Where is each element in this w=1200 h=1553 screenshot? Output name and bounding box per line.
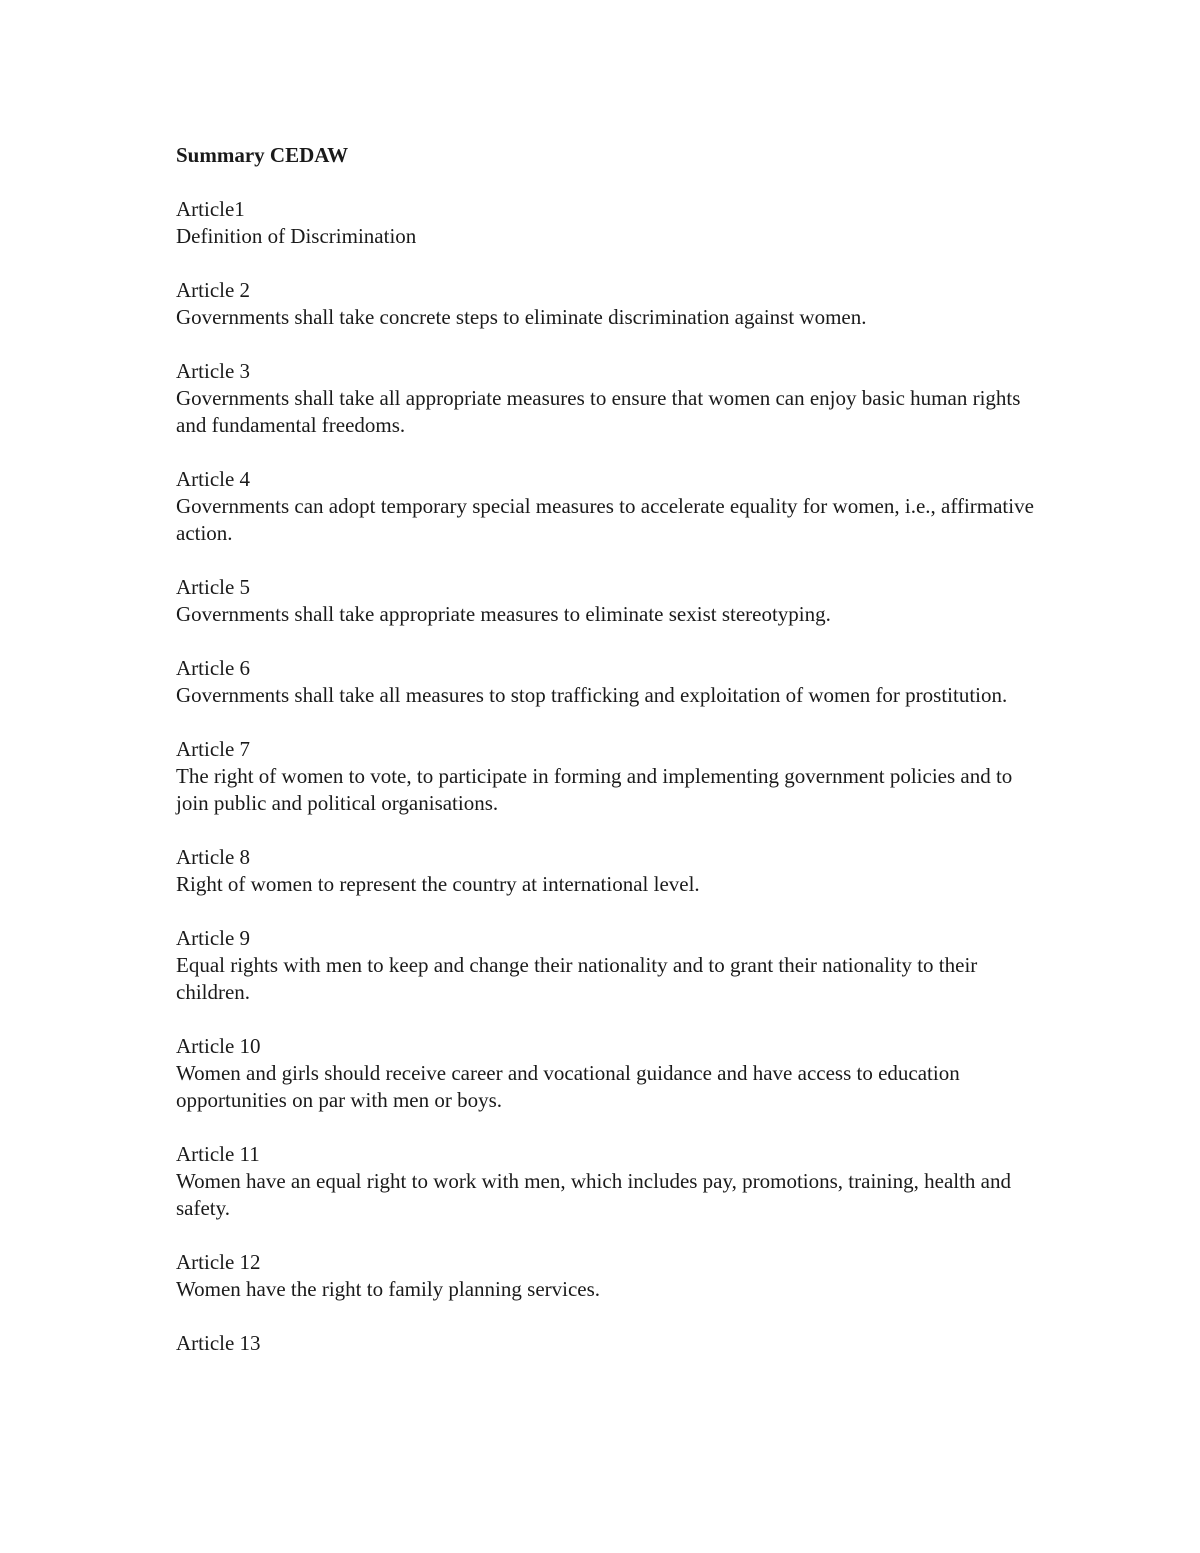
article-text: Governments shall take appropriate measures to eliminate sexist stereotyping. xyxy=(176,602,831,626)
article-heading: Article 9 xyxy=(176,926,251,950)
article-text: Right of women to represent the country at international level. xyxy=(176,872,700,896)
article-text: Governments can adopt temporary special measures to accelerate equality for women, i.e., affirmative action. xyxy=(176,494,1034,545)
article-5 xyxy=(176,574,1036,628)
article-12 xyxy=(176,1249,1036,1303)
article-8 xyxy=(176,844,1036,898)
article-text: Women have an equal right to work with men, which includes pay, promotions, training, health and safety. xyxy=(176,1169,1012,1220)
article-6 xyxy=(176,655,1036,709)
article-heading: Article 5 xyxy=(176,575,251,599)
article-heading: Article 10 xyxy=(176,1034,261,1058)
article-heading: Article 13 xyxy=(176,1331,261,1355)
article-2 xyxy=(176,277,1036,331)
article-text: Governments shall take all measures to stop trafficking and exploitation of women for prostitution. xyxy=(176,683,1008,707)
article-9 xyxy=(176,925,1036,1006)
article-10 xyxy=(176,1033,1036,1114)
article-heading: Article 12 xyxy=(176,1250,261,1274)
article-text: The right of women to vote, to participate in forming and implementing government policies and to join public and political organisations. xyxy=(176,764,1013,815)
article-3 xyxy=(176,358,1036,439)
article-heading: Article 11 xyxy=(176,1142,260,1166)
article-heading: Article 7 xyxy=(176,737,251,761)
article-heading: Article 4 xyxy=(176,467,251,491)
article-heading: Article 8 xyxy=(176,845,251,869)
article-text: Definition of Discrimination xyxy=(176,224,417,248)
article-text: Governments shall take all appropriate measures to ensure that women can enjoy basic human rights and fundamental freedoms. xyxy=(176,386,1021,437)
article-7 xyxy=(176,736,1036,817)
article-heading: Article 3 xyxy=(176,359,251,383)
article-text: Equal rights with men to keep and change their nationality and to grant their nationality to their children. xyxy=(176,953,978,1004)
article-heading: Article 2 xyxy=(176,278,251,302)
article-heading: Article1 xyxy=(176,197,245,221)
article-text: Women and girls should receive career and vocational guidance and have access to education opportunities on par with men or boys. xyxy=(176,1061,960,1112)
document-title: Summary CEDAW xyxy=(176,143,349,167)
article-heading: Article 6 xyxy=(176,656,251,680)
document-body xyxy=(176,142,1036,1384)
article-text: Governments shall take concrete steps to eliminate discrimination against women. xyxy=(176,305,867,329)
article-text: Women have the right to family planning services. xyxy=(176,1277,601,1301)
article-13 xyxy=(176,1330,1036,1357)
article-4 xyxy=(176,466,1036,547)
article-11 xyxy=(176,1141,1036,1222)
article-1 xyxy=(176,196,1036,250)
